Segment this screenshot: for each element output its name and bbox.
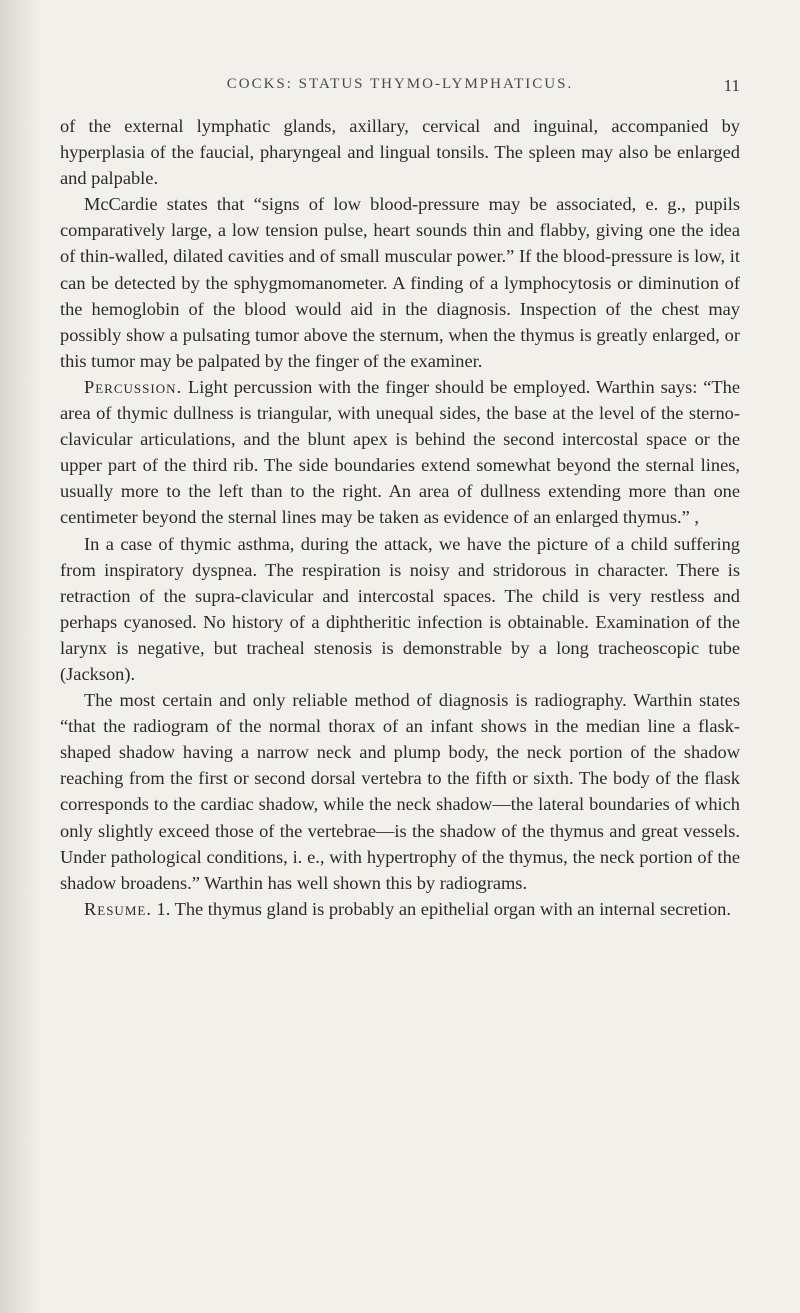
paragraph-percussion: [60, 374, 740, 531]
paragraph-resume-text: 1. The thymus gland is probably an epithelial organ with an internal secretion.: [151, 898, 731, 919]
running-head-title: COCKS: STATUS THYMO-LYMPHATICUS.: [226, 76, 574, 92]
paragraph-1-text: of the external lymphatic glands, axillary, cervical and inguinal, accompanied by hyperplasia of the faucial, pharyngeal and lingual tonsils. The spleen may also be enlarged and palpable.: [60, 116, 740, 189]
body-text: [60, 113, 740, 922]
paragraph-radiography-text: The most certain and only reliable method of diagnosis is radiography. Warthin states “that the radiogram of the normal thorax of an infant shows in the median line a flask-shaped shadow having a narrow neck and plump body, the neck portion of the shadow reaching from the first or second dorsal vertebra to the fifth or sixth. The body of the flask corresponds to the cardiac shadow, while the neck shadow—the lateral boundaries of which only slightly exceed those of the vertebrae—is the shadow of the thymus and great vessels. Under pathological conditions, i. e., with hypertrophy of the thymus, the neck portion of the shadow broadens.” Warthin has well shown this by radiograms.: [60, 690, 740, 893]
paragraph-thymic-asthma: [60, 531, 740, 688]
running-head: [60, 76, 740, 104]
paragraph-percussion-text: Light percussion with the finger should be employed. Warthin says: “The area of thymic dullness is triangular, with unequal sides, the base at the level of the sterno-clavicular articulations, and the blunt apex is behind the second intercostal space or the upper part of the third rib. The side boundaries extend somewhat beyond the sternal lines, usually more to the left than to the right. An area of dullness extending more than one centimeter beyond the sternal lines may be taken as evidence of an enlarged thymus.” ,: [60, 376, 740, 528]
paragraph-resume: [60, 896, 740, 922]
paragraph-thymic-asthma-text: In a case of thymic asthma, during the attack, we have the picture of a child suffering from inspiratory dyspnea. The respiration is noisy and stridorous in character. There is retraction of the supra-clavicular and intercostal spaces. The child is very restless and perhaps cyanosed. No history of a diphtheritic infection is obtainable. Examination of the larynx is negative, but tracheal stenosis is demonstrable by a long tracheoscopic tube (Jackson).: [60, 533, 740, 684]
paragraph-1: [60, 113, 740, 191]
scan-edge-shadow: [0, 0, 40, 1313]
section-heading-percussion: Percussion.: [84, 376, 183, 397]
paragraph-2-text: McCardie states that “signs of low blood-pressure may be associated, e. g., pupils comparatively large, a low tension pulse, heart sounds thin and flabby, giving one the idea of thin-walled, dilated cavities and of small muscular power.” If the blood-pressure is low, it can be detected by the sphygmomanometer. A finding of a lymphocytosis or diminution of the hemoglobin of the blood would aid in the diagnosis. Inspection of the chest may possibly show a pulsating tumor above the sternum, when the thymus is greatly enlarged, or this tumor may be palpated by the finger of the examiner.: [60, 194, 740, 371]
page-number: 11: [723, 76, 740, 95]
paragraph-2: [60, 191, 740, 374]
section-heading-resume: Resume.: [84, 898, 152, 919]
paragraph-radiography: [60, 687, 740, 896]
